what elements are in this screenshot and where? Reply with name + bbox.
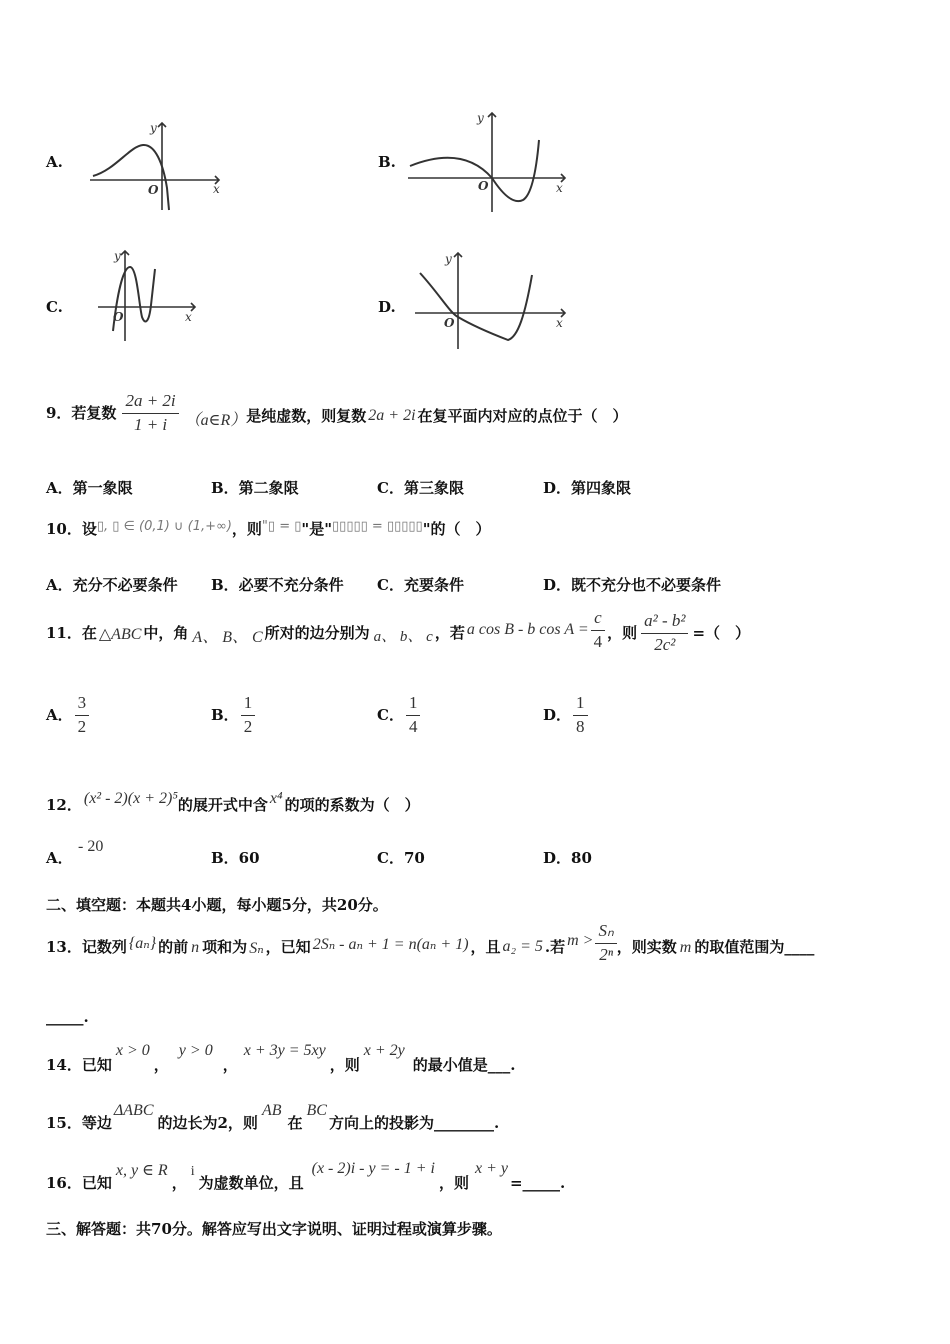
q11-angles: A、 B、 C: [192, 628, 263, 646]
q11-option-b-frac: [241, 694, 256, 736]
q16-eq: (x - 2)i - y = - 1 + i: [311, 1160, 435, 1177]
y-label: y: [114, 249, 121, 263]
y-label: y: [477, 111, 484, 125]
q16-tail: =_____.: [509, 1174, 566, 1192]
q14-c2: y > 0: [178, 1042, 213, 1059]
curve: [93, 145, 169, 210]
graph-option-c: [95, 245, 200, 345]
q13-mid3: ，已知: [265, 937, 311, 956]
q11-option-c-frac: [406, 694, 421, 736]
q10-option-a: A．充分不必要条件: [46, 576, 178, 594]
q15-number: 15．等边: [46, 1114, 112, 1132]
q9-option-a: A．第一象限: [46, 479, 133, 497]
section-2-heading: 二、填空题：本题共4小题，每小题5分，共20分。: [46, 896, 388, 914]
frac-num: 1: [406, 694, 421, 716]
frac-num: 3: [75, 694, 90, 716]
q9-option-d: D．第四象限: [543, 479, 632, 497]
q9-tail: 在复平面内对应的点位于（ ）: [417, 406, 628, 425]
q14-comma1: ，: [153, 1056, 169, 1074]
q10-set: ▯, ▯ ∈ (0,1) ∪ (1,+∞): [96, 519, 232, 534]
q12-tail: 的项的系数为（ ）: [284, 796, 420, 814]
q9-frac-den: 1 + i: [133, 414, 168, 434]
q15-mid2: 在: [287, 1114, 303, 1132]
y-label: y: [445, 252, 452, 266]
q11-eq-frac-den: 4: [593, 631, 603, 651]
curve: [410, 140, 539, 201]
q13-tail: ，则实数: [616, 937, 677, 956]
q11-tail: =（ ）: [692, 623, 751, 642]
q14-expr: x + 2y: [363, 1042, 405, 1059]
frac-den: 8: [576, 716, 585, 736]
q11-mid1: 中，角: [143, 623, 189, 642]
q16-expr: x + y: [474, 1160, 508, 1177]
x-label: x: [556, 181, 563, 195]
frac-num: 1: [241, 694, 256, 716]
q11-option-a-frac: [75, 694, 90, 736]
q9-mid: 是纯虚数，则复数: [246, 406, 367, 425]
question-12: [46, 784, 420, 813]
frac-den: 2: [77, 716, 87, 736]
q10-tail: "的（ ）: [422, 520, 491, 538]
q13-mid5: .若: [544, 937, 566, 956]
q12-expr: (x² - 2)(x + 2)⁵: [83, 789, 178, 807]
q9-condition: （a∈R）: [184, 411, 247, 429]
x-label: x: [213, 182, 220, 196]
q10-option-b: B．必要不充分条件: [211, 576, 344, 594]
q16-i: i: [190, 1164, 195, 1179]
question-11: [46, 608, 751, 654]
q12-option-a-value: - 20: [78, 838, 104, 855]
q11-triangle: △ABC: [98, 626, 142, 644]
q14-c1: x > 0: [115, 1042, 150, 1059]
q16-number: 16．已知: [46, 1174, 112, 1192]
q13-sn: Sₙ: [249, 940, 264, 958]
q12-option-d: D．80: [543, 849, 592, 867]
q9-number: 9．若复数: [46, 403, 117, 422]
frac-num: 1: [573, 694, 588, 716]
q10-cond1: "▯ = ▯: [261, 519, 302, 534]
option-label-d: D.: [378, 298, 396, 316]
origin-label: O: [148, 183, 159, 197]
option-label-b: B.: [378, 153, 396, 171]
q16-mid1: ，: [171, 1174, 187, 1192]
q16-mid2: 为虚数单位，且: [198, 1174, 304, 1192]
q13-m: m: [679, 939, 692, 957]
question-15: [46, 1102, 499, 1131]
x-label: x: [556, 316, 563, 330]
q11-number: 11．在: [46, 623, 97, 642]
q11-if: ，若: [434, 623, 465, 642]
question-10: [46, 519, 491, 538]
graph-option-a: [85, 118, 225, 213]
q9-frac-num: 2a + 2i: [122, 392, 178, 414]
q12-option-a-label: A．: [46, 849, 73, 867]
q14-c3: x + 3y = 5xy: [243, 1042, 326, 1059]
q11-then: ，则: [607, 623, 638, 642]
q9-fraction: [122, 392, 178, 434]
q13-fraction: [595, 922, 616, 964]
q13-frac-num: Sₙ: [595, 922, 616, 944]
graph-option-d: [410, 245, 570, 355]
q11-sides: a、 b、 c: [373, 628, 433, 645]
q10-option-c: C．充要条件: [377, 576, 464, 594]
q10-number: 10．设: [46, 520, 97, 538]
question-13: [46, 921, 815, 964]
q11-option-d: [543, 694, 588, 736]
curve: [420, 273, 532, 340]
q13-mid2: 项和为: [202, 937, 248, 956]
q12-number: 12．: [46, 796, 82, 814]
q11-option-a-label: A．: [46, 705, 73, 724]
question-16: [46, 1160, 565, 1191]
q13-continuation: _____.: [46, 1008, 89, 1026]
q12-term: x⁴: [269, 789, 283, 807]
q11-eq-frac-num: c: [591, 609, 605, 631]
q11-ask-den: 2c²: [654, 634, 676, 654]
q13-tail2: 的取值范围为____: [694, 937, 815, 956]
q13-number: 13．记数列: [46, 937, 127, 956]
q13-frac-den: 2ⁿ: [599, 944, 614, 964]
q13-mid4: ，且: [470, 937, 501, 956]
q12-option-c: C．70: [377, 849, 425, 867]
q11-ask-num: a² - b²: [641, 612, 688, 634]
q12-option-b: B．60: [211, 849, 260, 867]
q10-cond2: ▯▯▯▯▯ = ▯▯▯▯▯: [332, 519, 423, 534]
q16-then: ，则: [438, 1174, 469, 1192]
q11-option-b-label: B．: [211, 705, 239, 724]
q11-option-d-label: D．: [543, 705, 572, 724]
q11-option-a: [46, 694, 89, 736]
section-3-heading: 三、解答题：共70分。解答应写出文字说明、证明过程或演算步骤。: [46, 1220, 502, 1238]
q15-ab: AB: [261, 1102, 282, 1119]
x-label: x: [185, 310, 192, 324]
q11-mid2: 所对的边分别为: [264, 623, 370, 642]
q10-then: ，则: [231, 520, 262, 538]
option-label-c: C.: [46, 298, 63, 316]
q11-option-b: [211, 694, 255, 736]
q14-comma2: ，: [222, 1056, 238, 1074]
q13-ineq: m >: [567, 932, 594, 950]
q11-eq-fraction: [591, 609, 606, 651]
q13-mid1: 的前: [158, 937, 189, 956]
q10-option-d: D．既不充分也不必要条件: [543, 576, 722, 594]
origin-label: O: [113, 310, 124, 324]
q14-then: ，则: [329, 1056, 360, 1074]
question-14: [46, 1042, 515, 1073]
q9-option-b: B．第二象限: [211, 479, 299, 497]
graph-option-b: [405, 108, 570, 218]
frac-den: 2: [243, 716, 253, 736]
q15-mid1: 的边长为2，则: [157, 1114, 258, 1132]
q9-option-c: C．第三象限: [377, 479, 464, 497]
q11-ask-fraction: [641, 612, 688, 654]
q13-eq: 2Sₙ - aₙ + 1 = n(aₙ + 1): [312, 936, 469, 954]
q11-option-c-label: C．: [377, 705, 404, 724]
q13-a2: a₂ = 5: [502, 938, 543, 956]
q16-c1: x, y ∈ R: [115, 1162, 168, 1179]
q10-is: "是": [301, 520, 333, 538]
y-label: y: [150, 121, 157, 135]
q11-option-c: [377, 694, 420, 736]
q15-tail: 方向上的投影为________.: [328, 1114, 500, 1132]
frac-den: 4: [408, 716, 418, 736]
q13-n: n: [191, 939, 200, 957]
q15-bc: BC: [306, 1102, 327, 1119]
q14-tail: 的最小值是___.: [412, 1056, 516, 1074]
origin-label: O: [478, 179, 489, 193]
question-9: [46, 392, 628, 434]
q13-seq: {aₙ}: [128, 935, 157, 953]
q11-option-d-frac: [573, 694, 588, 736]
q12-mid: 的展开式中含: [177, 796, 268, 814]
q11-eq: a cos B - b cos A =: [466, 621, 589, 639]
origin-label: O: [444, 316, 455, 330]
q9-expr: 2a + 2i: [368, 407, 416, 425]
q15-triangle: ΔABC: [113, 1102, 154, 1119]
option-label-a: A.: [46, 153, 63, 171]
q14-number: 14．已知: [46, 1056, 112, 1074]
